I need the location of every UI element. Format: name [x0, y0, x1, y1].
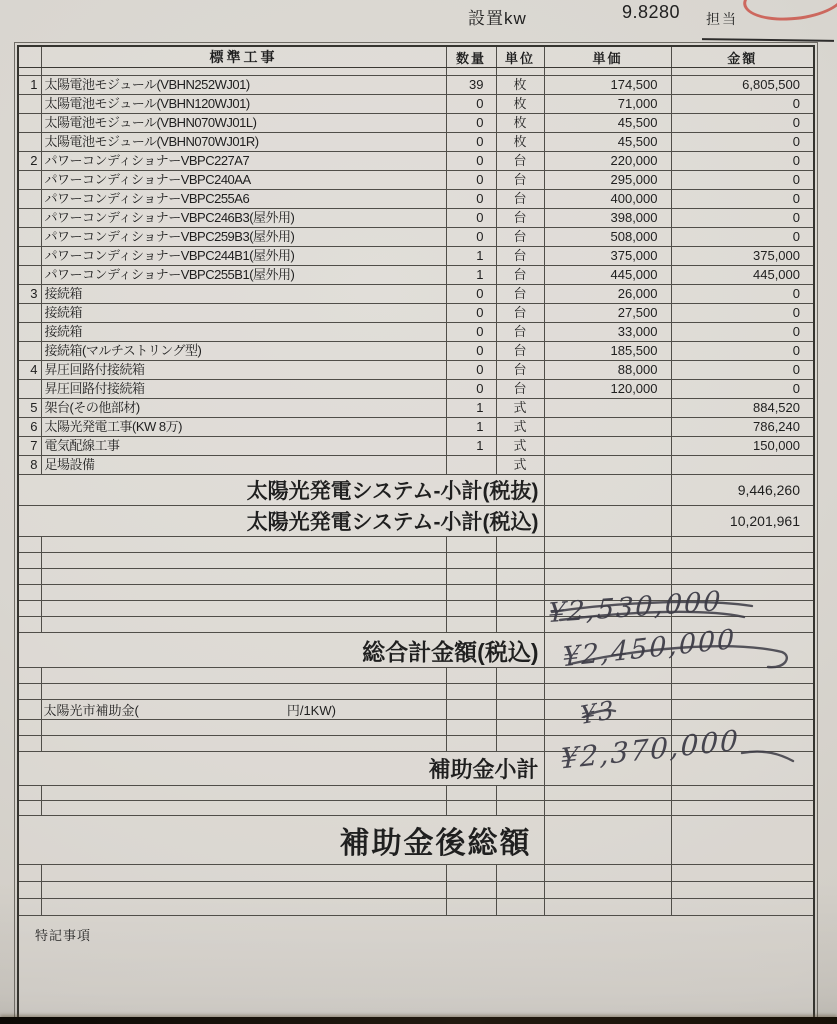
col-header-item: 標準工事	[41, 46, 446, 68]
cell-qty: 39	[446, 76, 496, 95]
cell-amount	[671, 456, 814, 475]
cell-no	[18, 133, 41, 152]
item-row	[18, 209, 814, 228]
cell-unit: 台	[496, 304, 544, 323]
cell-item: パワーコンディショナーVBPC227A7	[41, 152, 446, 171]
empty-row	[18, 899, 814, 916]
item-row	[18, 95, 814, 114]
subsidy-subtotal-label: 補助金小計	[18, 752, 544, 786]
cell-item: パワーコンディショナーVBPC255A6	[41, 190, 446, 209]
cell-price: 27,500	[544, 304, 671, 323]
cell-price: 185,500	[544, 342, 671, 361]
cell-no	[18, 209, 41, 228]
subtotal-row-incl-tax	[18, 506, 814, 537]
cell-price: 45,500	[544, 114, 671, 133]
cell-qty: 0	[446, 152, 496, 171]
cell-amount: 0	[671, 171, 814, 190]
special-notes-label: 特記事項	[18, 916, 814, 1024]
cell-unit: 台	[496, 323, 544, 342]
cell-unit: 台	[496, 266, 544, 285]
cell-item: 接続箱	[41, 323, 446, 342]
handwritten-grand-total-crossed-out: ¥2,530,000	[547, 585, 724, 630]
item-row	[18, 171, 814, 190]
cell-qty: 0	[446, 342, 496, 361]
cell-amount: 150,000	[671, 437, 814, 456]
cell-amount: 884,520	[671, 399, 814, 418]
item-row	[18, 456, 814, 475]
cell-item: パワーコンディショナーVBPC244B1(屋外用)	[41, 247, 446, 266]
cell-amount: 0	[671, 361, 814, 380]
cell-qty: 1	[446, 418, 496, 437]
cell-price: 174,500	[544, 76, 671, 95]
cell-amount: 445,000	[671, 266, 814, 285]
cell-amount: 0	[671, 114, 814, 133]
cell-qty: 1	[446, 399, 496, 418]
cell-qty: 0	[446, 323, 496, 342]
cell-qty: 1	[446, 266, 496, 285]
cell-price: 33,000	[544, 323, 671, 342]
cell-no: 2	[18, 152, 41, 171]
empty-row	[18, 569, 814, 585]
cell-qty: 0	[446, 190, 496, 209]
cell-amount: 375,000	[671, 247, 814, 266]
empty-row	[18, 801, 814, 816]
cell-price: 295,000	[544, 171, 671, 190]
cell-amount: 0	[671, 228, 814, 247]
cell-item: 接続箱	[41, 304, 446, 323]
cell-amount: 0	[671, 380, 814, 399]
cell-amount: 0	[671, 133, 814, 152]
cell-item: 太陽光発電工事(KW 8万)	[41, 418, 446, 437]
cell-qty: 1	[446, 437, 496, 456]
cell-no	[18, 304, 41, 323]
cell-no	[18, 247, 41, 266]
item-row	[18, 361, 814, 380]
item-row	[18, 380, 814, 399]
item-row	[18, 76, 814, 95]
city-subsidy-label-left: 太陽光市補助金(	[43, 703, 139, 718]
city-subsidy-label-right: 円/1KW)	[286, 703, 336, 718]
after-subsidy-total-row	[18, 816, 814, 865]
installed-kw-value: 9.8280	[622, 2, 681, 22]
cell-no: 5	[18, 399, 41, 418]
cell-item: パワーコンディショナーVBPC255B1(屋外用)	[41, 266, 446, 285]
item-row	[18, 304, 814, 323]
cell-item: 昇圧回路付接続箱	[41, 361, 446, 380]
col-header-no	[18, 46, 41, 68]
item-row	[18, 152, 814, 171]
cell-price: 220,000	[544, 152, 671, 171]
cell-unit: 枚	[496, 133, 544, 152]
cell-qty: 0	[446, 171, 496, 190]
cell-price: 400,000	[544, 190, 671, 209]
subtotal-excl-tax-amount: 9,446,260	[671, 475, 814, 506]
cell-no	[18, 342, 41, 361]
cell-amount: 0	[671, 209, 814, 228]
cell-unit: 枚	[496, 76, 544, 95]
cell-price: 45,500	[544, 133, 671, 152]
cell-amount: 0	[671, 190, 814, 209]
subtotal-row-excl-tax	[18, 475, 814, 506]
item-row	[18, 114, 814, 133]
cell-unit: 台	[496, 247, 544, 266]
cell-amount: 0	[671, 285, 814, 304]
col-header-unit: 単位	[496, 46, 544, 68]
cell-item: 太陽電池モジュール(VBHN120WJ01)	[41, 95, 446, 114]
photo-bottom-edge	[0, 1017, 837, 1024]
cell-item: パワーコンディショナーVBPC246B3(屋外用)	[41, 209, 446, 228]
col-header-qty: 数量	[446, 46, 496, 68]
cell-price	[544, 418, 671, 437]
cell-unit: 枚	[496, 114, 544, 133]
cell-unit: 台	[496, 228, 544, 247]
subtotal-excl-tax-label: 太陽光発電システム-小計(税抜)	[18, 475, 544, 506]
empty-row	[18, 537, 814, 553]
cell-item: 架台(その他部材)	[41, 399, 446, 418]
cell-qty: 0	[446, 95, 496, 114]
cell-price: 120,000	[544, 380, 671, 399]
cell-unit: 台	[496, 152, 544, 171]
empty-row	[18, 865, 814, 882]
empty-row	[18, 668, 814, 684]
cell-price	[544, 399, 671, 418]
cell-no	[18, 95, 41, 114]
cell-item: 接続箱	[41, 285, 446, 304]
special-notes-row	[18, 916, 814, 1024]
cell-price: 508,000	[544, 228, 671, 247]
cell-qty: 0	[446, 304, 496, 323]
handwritten-subsidy-scribble: ¥3	[579, 694, 617, 731]
person-in-charge-label: 担当	[706, 11, 738, 27]
cell-unit: 台	[496, 171, 544, 190]
cell-qty: 0	[446, 285, 496, 304]
item-row	[18, 418, 814, 437]
cell-no	[18, 228, 41, 247]
cell-item: 電気配線工事	[41, 437, 446, 456]
cell-price: 88,000	[544, 361, 671, 380]
cell-amount: 6,805,500	[671, 76, 814, 95]
cell-unit: 式	[496, 399, 544, 418]
item-row	[18, 285, 814, 304]
cell-price	[544, 437, 671, 456]
item-row	[18, 323, 814, 342]
col-header-amount: 金額	[671, 46, 814, 68]
empty-row	[18, 553, 814, 569]
cell-qty: 0	[446, 361, 496, 380]
estimate-table	[17, 45, 815, 1024]
cell-no: 4	[18, 361, 41, 380]
handwritten-after-subsidy-amount: ¥2,370,000	[559, 723, 741, 776]
city-subsidy-label	[41, 700, 446, 720]
item-rows	[18, 76, 814, 475]
handwritten-grand-total-revised: ¥2,450,000	[562, 623, 737, 674]
cell-item: パワーコンディショナーVBPC240AA	[41, 171, 446, 190]
cell-qty: 0	[446, 228, 496, 247]
cell-amount: 0	[671, 323, 814, 342]
item-row	[18, 228, 814, 247]
person-in-charge-underline	[702, 38, 834, 42]
item-row	[18, 399, 814, 418]
cell-amount: 0	[671, 304, 814, 323]
cell-unit: 式	[496, 418, 544, 437]
cell-no	[18, 380, 41, 399]
item-row	[18, 266, 814, 285]
cell-unit: 台	[496, 361, 544, 380]
item-row	[18, 133, 814, 152]
cell-price: 71,000	[544, 95, 671, 114]
grand-total-label: 総合計金額(税込)	[18, 633, 544, 668]
cell-amount: 0	[671, 95, 814, 114]
cell-qty: 0	[446, 380, 496, 399]
subtotal-incl-tax-label: 太陽光発電システム-小計(税込)	[18, 506, 544, 537]
cell-item: 太陽電池モジュール(VBHN070WJ01R)	[41, 133, 446, 152]
empty-row	[18, 684, 814, 700]
red-stamp-icon	[741, 0, 837, 25]
cell-qty: 1	[446, 247, 496, 266]
installed-kw-label: 設置kw	[468, 9, 527, 28]
empty-row	[18, 882, 814, 899]
cell-unit: 台	[496, 342, 544, 361]
cell-no: 3	[18, 285, 41, 304]
col-header-price: 単価	[544, 46, 671, 68]
cell-no: 7	[18, 437, 41, 456]
cell-amount: 0	[671, 342, 814, 361]
cell-no	[18, 114, 41, 133]
cell-unit: 式	[496, 437, 544, 456]
cell-unit: 台	[496, 209, 544, 228]
cell-item: 足場設備	[41, 456, 446, 475]
cell-item: パワーコンディショナーVBPC259B3(屋外用)	[41, 228, 446, 247]
item-row	[18, 437, 814, 456]
cell-no	[18, 171, 41, 190]
spacer-row	[18, 68, 814, 76]
cell-price: 398,000	[544, 209, 671, 228]
city-subsidy-row	[18, 700, 814, 720]
cell-qty: 0	[446, 133, 496, 152]
cell-no: 8	[18, 456, 41, 475]
cell-no	[18, 323, 41, 342]
cell-item: 太陽電池モジュール(VBHN070WJ01L)	[41, 114, 446, 133]
cell-price	[544, 456, 671, 475]
cell-amount: 786,240	[671, 418, 814, 437]
item-row	[18, 247, 814, 266]
subtotal-incl-tax-amount: 10,201,961	[671, 506, 814, 537]
cell-qty: 0	[446, 114, 496, 133]
cell-amount: 0	[671, 152, 814, 171]
cell-no	[18, 266, 41, 285]
after-subsidy-total-label: 補助金後総額	[18, 816, 544, 865]
cell-unit: 台	[496, 190, 544, 209]
cell-price: 26,000	[544, 285, 671, 304]
cell-item: 接続箱(マルチストリング型)	[41, 342, 446, 361]
cell-unit: 枚	[496, 95, 544, 114]
cell-price: 445,000	[544, 266, 671, 285]
cell-qty	[446, 456, 496, 475]
cell-item: 太陽電池モジュール(VBHN252WJ01)	[41, 76, 446, 95]
cell-price: 375,000	[544, 247, 671, 266]
cell-item: 昇圧回路付接続箱	[41, 380, 446, 399]
cell-unit: 式	[496, 456, 544, 475]
item-row	[18, 342, 814, 361]
cell-no	[18, 190, 41, 209]
item-row	[18, 190, 814, 209]
cell-no: 1	[18, 76, 41, 95]
cell-unit: 台	[496, 285, 544, 304]
empty-row	[18, 786, 814, 801]
table-header-row	[18, 46, 814, 68]
cell-no: 6	[18, 418, 41, 437]
cell-unit: 台	[496, 380, 544, 399]
cell-qty: 0	[446, 209, 496, 228]
